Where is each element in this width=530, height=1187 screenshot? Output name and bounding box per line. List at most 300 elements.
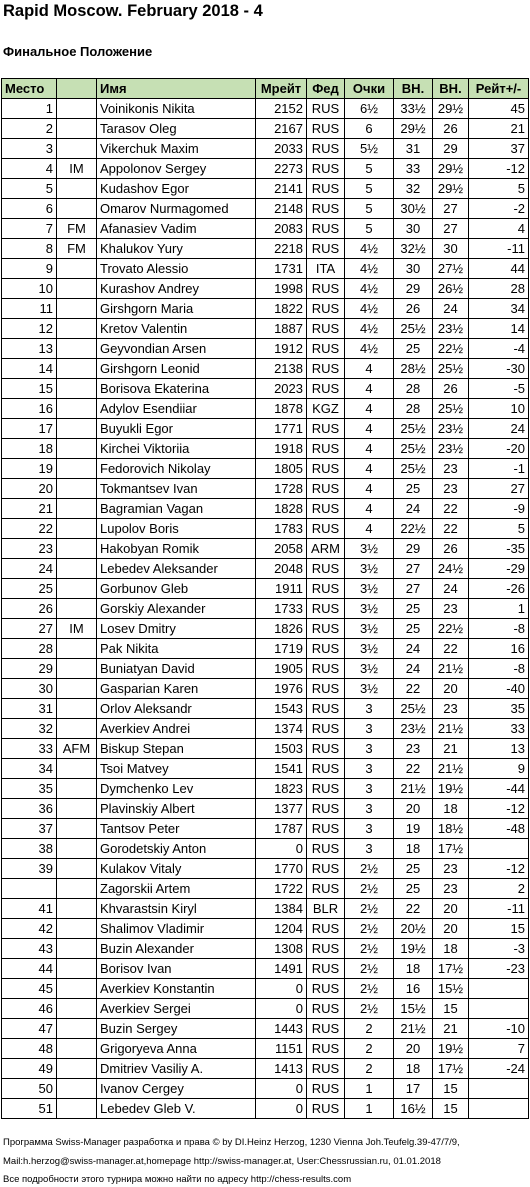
title-cell [57, 879, 97, 899]
title-cell [57, 1059, 97, 1079]
rating-change-cell: 15 [469, 919, 529, 939]
footer-results-link: Все подробности этого турнира можно найти по адресу http://chess-results.com [3, 1174, 352, 1185]
points-cell: 2½ [345, 959, 394, 979]
name-cell: Shalimov Vladimir [97, 919, 256, 939]
tiebreak2-cell: 22 [433, 499, 469, 519]
rating-cell: 2167 [256, 119, 307, 139]
rank-cell: 22 [2, 519, 57, 539]
title-cell [57, 959, 97, 979]
points-cell: 4 [345, 419, 394, 439]
name-cell: Kurashov Andrey [97, 279, 256, 299]
table-header-row [2, 79, 529, 99]
points-cell: 4½ [345, 299, 394, 319]
rating-change-cell: 44 [469, 259, 529, 279]
federation-cell: RUS [307, 1039, 345, 1059]
title-cell [57, 999, 97, 1019]
title-cell: IM [57, 619, 97, 639]
name-cell: Dymchenko Lev [97, 779, 256, 799]
title-cell [57, 119, 97, 139]
tiebreak2-cell: 18½ [433, 819, 469, 839]
points-cell: 5 [345, 219, 394, 239]
points-cell: 3 [345, 839, 394, 859]
rank-cell: 10 [2, 279, 57, 299]
tiebreak2-cell: 20 [433, 899, 469, 919]
rating-change-cell [469, 839, 529, 859]
rating-change-cell: 13 [469, 739, 529, 759]
federation-cell: RUS [307, 679, 345, 699]
header-rating[interactable]: Мрейт [256, 79, 307, 99]
name-cell: Fedorovich Nikolay [97, 459, 256, 479]
header-federation[interactable]: Фед [307, 79, 345, 99]
title-cell [57, 1019, 97, 1039]
tiebreak2-cell: 23 [433, 859, 469, 879]
points-cell: 2½ [345, 879, 394, 899]
tiebreak1-cell: 18 [394, 959, 433, 979]
table-body [2, 99, 529, 1119]
federation-cell: RUS [307, 419, 345, 439]
federation-cell: RUS [307, 999, 345, 1019]
rating-change-cell [469, 1079, 529, 1099]
rank-cell: 36 [2, 799, 57, 819]
federation-cell: ARM [307, 539, 345, 559]
rating-cell: 1731 [256, 259, 307, 279]
points-cell: 3½ [345, 559, 394, 579]
federation-cell: RUS [307, 119, 345, 139]
rating-cell: 1998 [256, 279, 307, 299]
name-cell: Gorodetskiy Anton [97, 839, 256, 859]
name-cell: Kirchei Viktoriia [97, 439, 256, 459]
name-cell: Kudashov Egor [97, 179, 256, 199]
tiebreak1-cell: 22½ [394, 519, 433, 539]
points-cell: 4½ [345, 319, 394, 339]
rating-cell: 1543 [256, 699, 307, 719]
points-cell: 3 [345, 799, 394, 819]
points-cell: 3½ [345, 659, 394, 679]
rank-cell: 14 [2, 359, 57, 379]
rank-cell: 37 [2, 819, 57, 839]
rank-cell: 38 [2, 839, 57, 859]
rating-change-cell: -24 [469, 1059, 529, 1079]
rank-cell: 31 [2, 699, 57, 719]
points-cell: 2½ [345, 899, 394, 919]
tiebreak1-cell: 33½ [394, 99, 433, 119]
name-cell: Gorbunov Gleb [97, 579, 256, 599]
points-cell: 2½ [345, 999, 394, 1019]
tiebreak2-cell: 17½ [433, 959, 469, 979]
tiebreak1-cell: 23½ [394, 719, 433, 739]
federation-cell: RUS [307, 319, 345, 339]
points-cell: 6 [345, 119, 394, 139]
name-cell: Lebedev Gleb V. [97, 1099, 256, 1119]
tiebreak1-cell: 20½ [394, 919, 433, 939]
name-cell: Ivanov Cergey [97, 1079, 256, 1099]
name-cell: Khalukov Yury [97, 239, 256, 259]
tiebreak1-cell: 19 [394, 819, 433, 839]
tiebreak1-cell: 27 [394, 579, 433, 599]
table-row [2, 959, 529, 979]
tiebreak1-cell: 25½ [394, 319, 433, 339]
points-cell: 3½ [345, 579, 394, 599]
rating-cell: 1771 [256, 419, 307, 439]
points-cell: 4½ [345, 259, 394, 279]
federation-cell: RUS [307, 579, 345, 599]
rank-cell: 19 [2, 459, 57, 479]
points-cell: 2 [345, 1019, 394, 1039]
points-cell: 3 [345, 699, 394, 719]
rating-cell: 1728 [256, 479, 307, 499]
tiebreak2-cell: 20 [433, 919, 469, 939]
table-row [2, 759, 529, 779]
tiebreak2-cell: 24½ [433, 559, 469, 579]
tiebreak2-cell: 19½ [433, 1039, 469, 1059]
name-cell: Voinikonis Nikita [97, 99, 256, 119]
header-tiebreak-1[interactable]: ВН. [394, 79, 433, 99]
points-cell: 3½ [345, 619, 394, 639]
rating-change-cell: -23 [469, 959, 529, 979]
title-cell [57, 839, 97, 859]
rank-cell: 33 [2, 739, 57, 759]
rating-cell: 1912 [256, 339, 307, 359]
rating-cell: 1823 [256, 779, 307, 799]
title-cell [57, 99, 97, 119]
table-row [2, 1099, 529, 1119]
rating-change-cell: -40 [469, 679, 529, 699]
points-cell: 3 [345, 759, 394, 779]
rank-cell: 16 [2, 399, 57, 419]
tiebreak1-cell: 25½ [394, 459, 433, 479]
footer-contact: Mail:h.herzog@swiss-manager.at,homepage http://swiss-manager.at, User:Chessrussian.ru, 01.01.2018 [3, 1156, 441, 1167]
rating-cell: 1733 [256, 599, 307, 619]
tiebreak2-cell: 23½ [433, 419, 469, 439]
tiebreak1-cell: 23 [394, 739, 433, 759]
title-cell: FM [57, 219, 97, 239]
federation-cell: RUS [307, 979, 345, 999]
rating-change-cell: 35 [469, 699, 529, 719]
rank-cell: 42 [2, 919, 57, 939]
name-cell: Hakobyan Romik [97, 539, 256, 559]
page-title: Rapid Moscow. February 2018 - 4 [3, 2, 263, 20]
federation-cell: RUS [307, 279, 345, 299]
rating-change-cell [469, 1099, 529, 1119]
points-cell: 4 [345, 519, 394, 539]
table-row [2, 359, 529, 379]
title-cell [57, 919, 97, 939]
rank-cell: 44 [2, 959, 57, 979]
tiebreak2-cell: 23 [433, 479, 469, 499]
rating-change-cell [469, 979, 529, 999]
name-cell: Appolonov Sergey [97, 159, 256, 179]
tiebreak1-cell: 32 [394, 179, 433, 199]
table-row [2, 1059, 529, 1079]
name-cell: Grigoryeva Anna [97, 1039, 256, 1059]
rating-cell: 1826 [256, 619, 307, 639]
rating-cell: 1887 [256, 319, 307, 339]
rating-change-cell: -12 [469, 799, 529, 819]
rank-cell: 43 [2, 939, 57, 959]
table-row [2, 299, 529, 319]
rating-cell: 1905 [256, 659, 307, 679]
rank-cell: 15 [2, 379, 57, 399]
rating-cell: 1443 [256, 1019, 307, 1039]
tiebreak1-cell: 20 [394, 799, 433, 819]
tiebreak2-cell: 29½ [433, 99, 469, 119]
federation-cell: RUS [307, 739, 345, 759]
federation-cell: RUS [307, 919, 345, 939]
tiebreak2-cell: 22½ [433, 339, 469, 359]
rank-cell: 50 [2, 1079, 57, 1099]
tiebreak1-cell: 22 [394, 759, 433, 779]
rating-change-cell: -4 [469, 339, 529, 359]
points-cell: 1 [345, 1079, 394, 1099]
name-cell: Buyukli Egor [97, 419, 256, 439]
rating-change-cell: 33 [469, 719, 529, 739]
title-cell [57, 899, 97, 919]
points-cell: 4½ [345, 239, 394, 259]
rank-cell: 24 [2, 559, 57, 579]
header-points[interactable]: Очки [345, 79, 394, 99]
federation-cell: RUS [307, 619, 345, 639]
header-tiebreak-2[interactable]: ВН. [433, 79, 469, 99]
tiebreak1-cell: 18 [394, 1059, 433, 1079]
rating-change-cell: -12 [469, 159, 529, 179]
rank-cell: 30 [2, 679, 57, 699]
header-name[interactable]: Имя [97, 79, 256, 99]
table-row [2, 579, 529, 599]
rating-cell: 1151 [256, 1039, 307, 1059]
rank-cell: 47 [2, 1019, 57, 1039]
table-row [2, 259, 529, 279]
name-cell: Orlov Aleksandr [97, 699, 256, 719]
table-row [2, 339, 529, 359]
points-cell: 5 [345, 179, 394, 199]
rating-cell: 1541 [256, 759, 307, 779]
header-rating-change[interactable]: Рейт+/- [469, 79, 529, 99]
table-row [2, 459, 529, 479]
rank-cell: 3 [2, 139, 57, 159]
points-cell: 4 [345, 379, 394, 399]
tiebreak1-cell: 27 [394, 559, 433, 579]
tiebreak1-cell: 33 [394, 159, 433, 179]
title-cell [57, 679, 97, 699]
page-subtitle: Финальное Положение [3, 44, 153, 59]
tiebreak2-cell: 24 [433, 299, 469, 319]
rank-cell: 23 [2, 539, 57, 559]
rating-change-cell: -5 [469, 379, 529, 399]
federation-cell: RUS [307, 139, 345, 159]
tiebreak2-cell: 27 [433, 219, 469, 239]
name-cell: Gorskiy Alexander [97, 599, 256, 619]
tiebreak1-cell: 24 [394, 659, 433, 679]
tiebreak2-cell: 26 [433, 379, 469, 399]
tiebreak1-cell: 28 [394, 399, 433, 419]
federation-cell: RUS [307, 239, 345, 259]
tiebreak2-cell: 24 [433, 579, 469, 599]
federation-cell: RUS [307, 159, 345, 179]
tiebreak1-cell: 29 [394, 539, 433, 559]
tiebreak2-cell: 23½ [433, 319, 469, 339]
tiebreak2-cell: 18 [433, 799, 469, 819]
rating-cell: 2273 [256, 159, 307, 179]
rating-cell: 2048 [256, 559, 307, 579]
tiebreak1-cell: 22 [394, 899, 433, 919]
table-row [2, 219, 529, 239]
points-cell: 3 [345, 779, 394, 799]
rating-change-cell: 5 [469, 519, 529, 539]
title-cell [57, 719, 97, 739]
rating-change-cell: -8 [469, 619, 529, 639]
table-row [2, 319, 529, 339]
tiebreak2-cell: 15 [433, 1099, 469, 1119]
header-title[interactable] [57, 79, 97, 99]
tiebreak2-cell: 27 [433, 199, 469, 219]
federation-cell: RUS [307, 639, 345, 659]
tiebreak1-cell: 22 [394, 679, 433, 699]
table-row [2, 679, 529, 699]
rating-cell: 1976 [256, 679, 307, 699]
tiebreak1-cell: 25 [394, 599, 433, 619]
table-row [2, 559, 529, 579]
title-cell [57, 799, 97, 819]
federation-cell: KGZ [307, 399, 345, 419]
rating-change-cell: 21 [469, 119, 529, 139]
rating-cell: 2023 [256, 379, 307, 399]
federation-cell: RUS [307, 779, 345, 799]
points-cell: 3½ [345, 679, 394, 699]
rating-cell: 0 [256, 1099, 307, 1119]
points-cell: 4 [345, 479, 394, 499]
name-cell: Tokmantsev Ivan [97, 479, 256, 499]
rating-cell: 1377 [256, 799, 307, 819]
table-row [2, 919, 529, 939]
rank-cell: 32 [2, 719, 57, 739]
table-row [2, 379, 529, 399]
tiebreak1-cell: 17 [394, 1079, 433, 1099]
rating-change-cell: 7 [469, 1039, 529, 1059]
rank-cell: 8 [2, 239, 57, 259]
name-cell: Afanasiev Vadim [97, 219, 256, 239]
tiebreak2-cell: 15½ [433, 979, 469, 999]
footer-copyright: Программа Swiss-Manager разработка и права © by DI.Heinz Herzog, 1230 Vienna Joh.Teufelg.39-47/7/9, [3, 1137, 460, 1148]
points-cell: 6½ [345, 99, 394, 119]
tiebreak2-cell: 23 [433, 599, 469, 619]
name-cell: Buniatyan David [97, 659, 256, 679]
title-cell [57, 439, 97, 459]
tiebreak2-cell: 21 [433, 1019, 469, 1039]
federation-cell: RUS [307, 519, 345, 539]
title-cell [57, 939, 97, 959]
rank-cell: 48 [2, 1039, 57, 1059]
table-row [2, 99, 529, 119]
name-cell: Geyvondian Arsen [97, 339, 256, 359]
tiebreak1-cell: 25 [394, 879, 433, 899]
rating-change-cell: -9 [469, 499, 529, 519]
title-cell [57, 579, 97, 599]
tiebreak1-cell: 28½ [394, 359, 433, 379]
header-rank[interactable]: Место [2, 79, 57, 99]
table-row [2, 599, 529, 619]
standings-table-wrapper [1, 78, 529, 1119]
table-row [2, 859, 529, 879]
name-cell: Gasparian Karen [97, 679, 256, 699]
federation-cell: BLR [307, 899, 345, 919]
rating-cell: 1918 [256, 439, 307, 459]
rank-cell: 27 [2, 619, 57, 639]
rank-cell: 46 [2, 999, 57, 1019]
rating-cell: 1805 [256, 459, 307, 479]
tiebreak1-cell: 19½ [394, 939, 433, 959]
tiebreak2-cell: 15 [433, 999, 469, 1019]
points-cell: 4 [345, 359, 394, 379]
name-cell: Omarov Nurmagomed [97, 199, 256, 219]
tiebreak2-cell: 22 [433, 519, 469, 539]
points-cell: 3½ [345, 639, 394, 659]
table-row [2, 659, 529, 679]
tiebreak1-cell: 30½ [394, 199, 433, 219]
name-cell: Pak Nikita [97, 639, 256, 659]
rank-cell: 17 [2, 419, 57, 439]
rank-cell: 18 [2, 439, 57, 459]
rating-change-cell: 27 [469, 479, 529, 499]
title-cell [57, 399, 97, 419]
tiebreak2-cell: 21½ [433, 659, 469, 679]
federation-cell: RUS [307, 959, 345, 979]
rank-cell [2, 879, 57, 899]
points-cell: 5½ [345, 139, 394, 159]
rank-cell: 29 [2, 659, 57, 679]
federation-cell: RUS [307, 699, 345, 719]
tiebreak1-cell: 21½ [394, 779, 433, 799]
rank-cell: 5 [2, 179, 57, 199]
tiebreak2-cell: 29½ [433, 159, 469, 179]
rating-cell: 1828 [256, 499, 307, 519]
points-cell: 3 [345, 739, 394, 759]
name-cell: Trovato Alessio [97, 259, 256, 279]
table-row [2, 819, 529, 839]
rank-cell: 34 [2, 759, 57, 779]
federation-cell: RUS [307, 479, 345, 499]
points-cell: 4 [345, 459, 394, 479]
rating-change-cell: 2 [469, 879, 529, 899]
table-row [2, 699, 529, 719]
title-cell [57, 259, 97, 279]
title-cell [57, 379, 97, 399]
rating-change-cell: -11 [469, 899, 529, 919]
table-row [2, 779, 529, 799]
title-cell [57, 859, 97, 879]
title-cell: AFM [57, 739, 97, 759]
federation-cell: RUS [307, 839, 345, 859]
table-row [2, 419, 529, 439]
rating-change-cell: -10 [469, 1019, 529, 1039]
title-cell [57, 359, 97, 379]
rating-change-cell: -29 [469, 559, 529, 579]
tiebreak2-cell: 22½ [433, 619, 469, 639]
rating-change-cell: -12 [469, 859, 529, 879]
federation-cell: RUS [307, 439, 345, 459]
tiebreak1-cell: 32½ [394, 239, 433, 259]
rating-cell: 1503 [256, 739, 307, 759]
rank-cell: 51 [2, 1099, 57, 1119]
rank-cell: 4 [2, 159, 57, 179]
tiebreak1-cell: 29½ [394, 119, 433, 139]
title-cell [57, 819, 97, 839]
tiebreak1-cell: 18 [394, 839, 433, 859]
rating-change-cell: 24 [469, 419, 529, 439]
rating-change-cell: -44 [469, 779, 529, 799]
rating-change-cell: 34 [469, 299, 529, 319]
federation-cell: RUS [307, 219, 345, 239]
tiebreak1-cell: 30 [394, 259, 433, 279]
